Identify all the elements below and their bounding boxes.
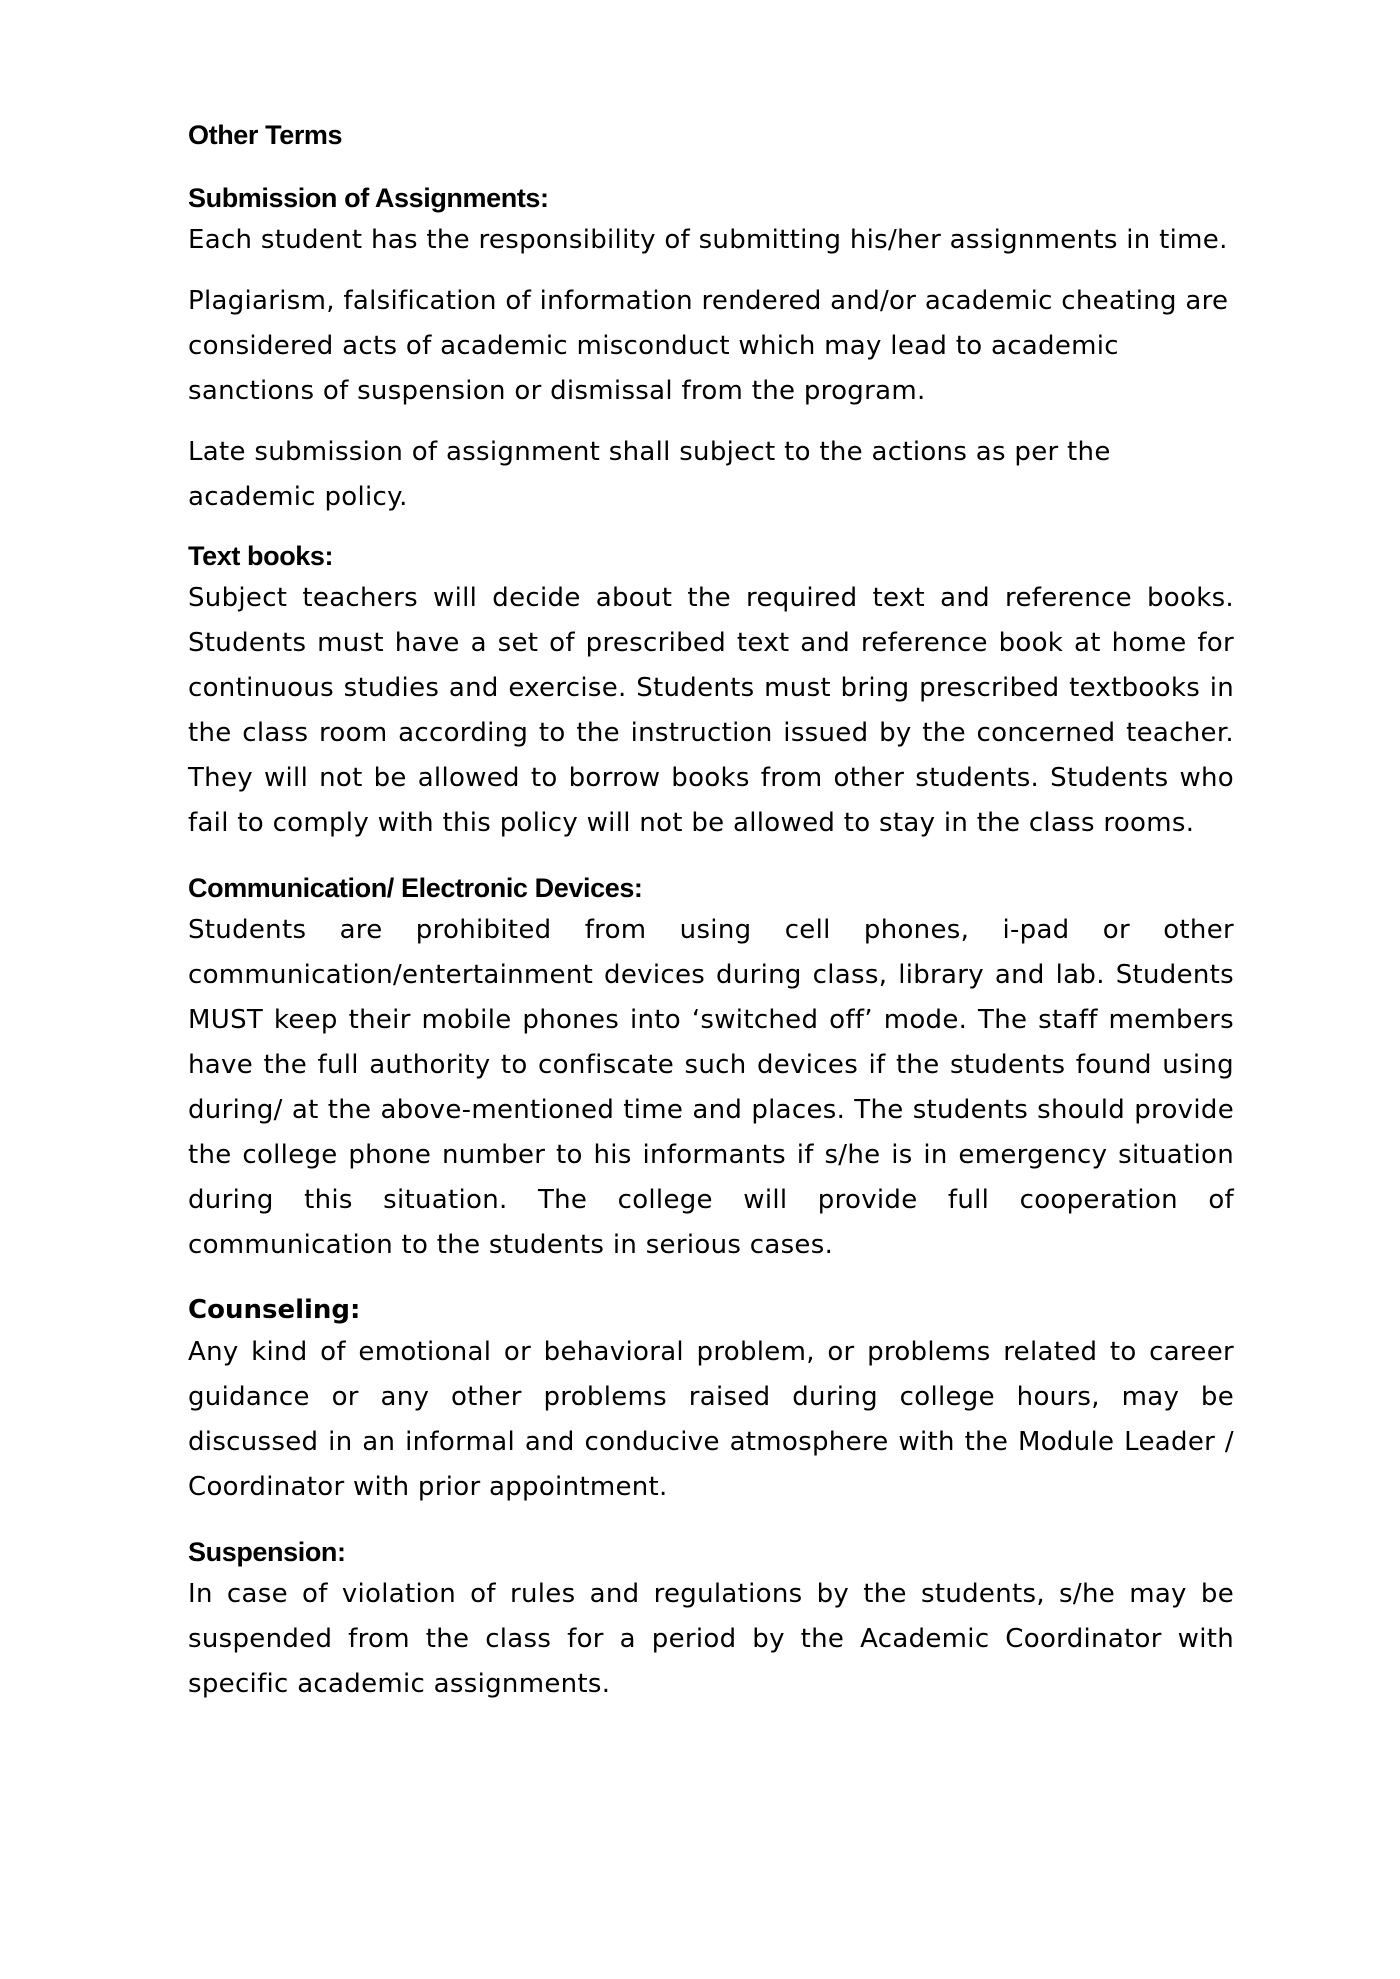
section-suspension	[188, 1532, 1234, 1707]
section-heading-suspension: Suspension:	[188, 1537, 346, 1567]
page-title: Other Terms	[188, 120, 343, 150]
paragraph-submission-responsibility: Each student has the responsibility of submitting his/her assignments in time.	[188, 225, 1228, 255]
paragraph-late-submission: Late submission of assignment shall subject to the actions as per the academic policy.	[188, 437, 1111, 512]
section-heading-textbooks: Text books:	[188, 541, 334, 571]
paragraph-suspension: In case of violation of rules and regulations by the students, s/he may be suspended from the class for a period by the Academic Coordinator with specific academic assignments.	[188, 1579, 1234, 1699]
section-heading-submission: Submission of Assignments:	[188, 183, 549, 213]
paragraph-counseling: Any kind of emotional or behavioral problem, or problems related to career guidance or any other problems raised during college hours, may be discussed in an informal and conducive atmosphere with the Module Leader / Coordinator with prior appointment.	[188, 1337, 1234, 1502]
section-heading-counseling: Counseling:	[188, 1295, 361, 1325]
section-textbooks	[188, 536, 1234, 846]
section-counseling	[188, 1290, 1234, 1510]
document-page	[188, 118, 1234, 1707]
paragraph-plagiarism: Plagiarism, falsification of information rendered and/or academic cheating are considered acts of academic misconduct which may lead to academic sanctions of suspension or dismissal from the program.	[188, 286, 1229, 406]
paragraph-devices: Students are prohibited from using cell phones, i-pad or other communication/entertainment devices during class, library and lab. Students MUST keep their mobile phones into ‘switched off’ mode. The staff members have the full authority to confiscate such devices if the students found using during/ at the above-mentioned time and places. The students should provide the college phone number to his informants if s/he is in emergency situation during this situation. The college will provide full cooperation of communication to the students in serious cases.	[188, 915, 1234, 1260]
section-devices	[188, 868, 1234, 1268]
paragraph-textbooks: Subject teachers will decide about the required text and reference books. Students must have a set of prescribed text and reference book at home for continuous studies and exercise. Students must bring prescribed textbooks in the class room according to the instruction issued by the concerned teacher. They will not be allowed to borrow books from other students. Students who fail to comply with this policy will not be allowed to stay in the class rooms.	[188, 583, 1234, 838]
section-heading-devices: Communication/ Electronic Devices:	[188, 873, 643, 903]
section-submission	[188, 178, 1234, 520]
